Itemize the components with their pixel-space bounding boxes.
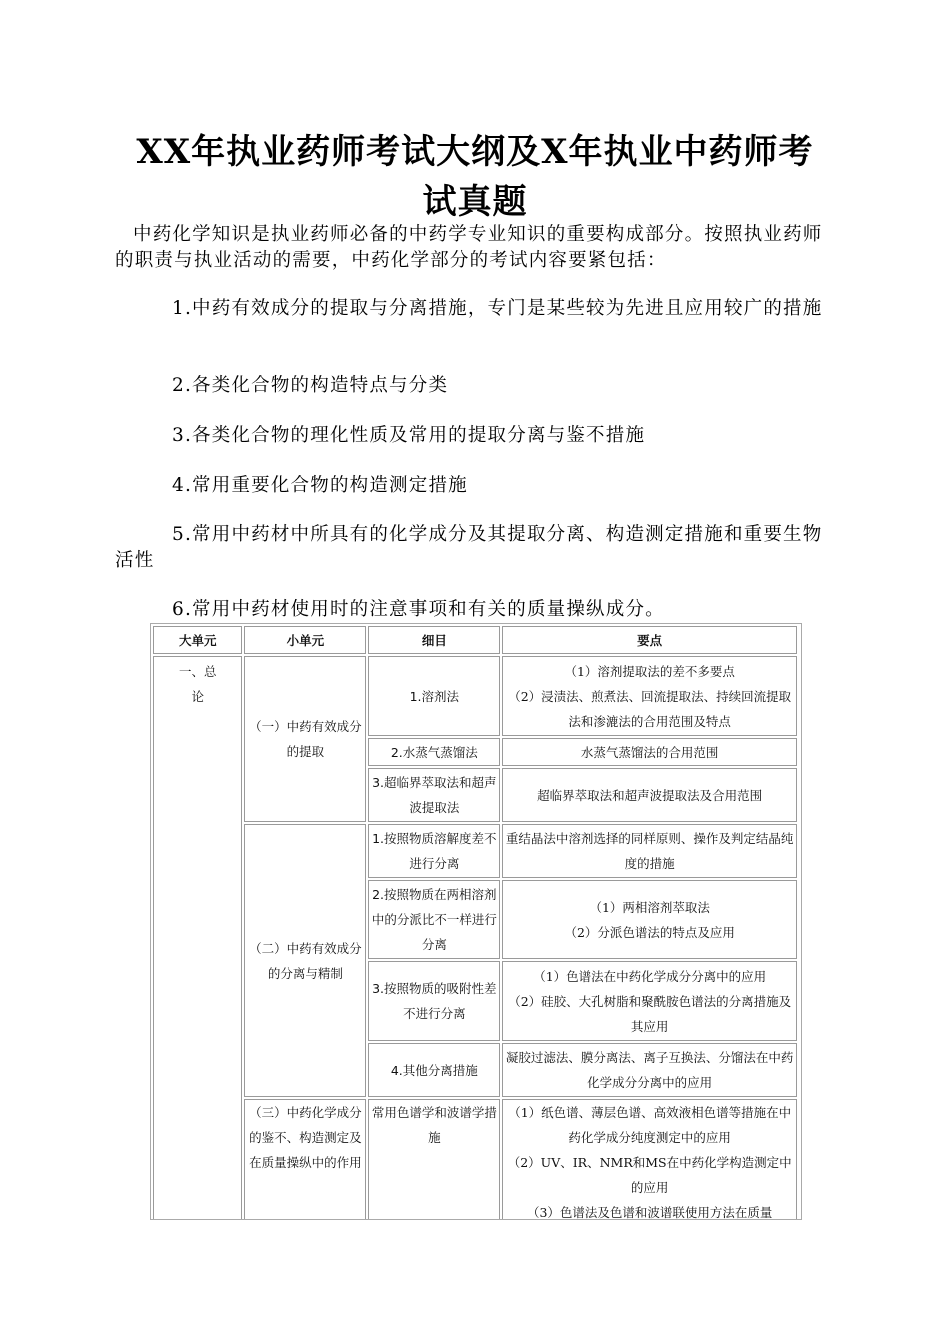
point-line: 重结晶法中溶剂选择的同样原则、操作及判定结晶纯度的措施: [505, 831, 794, 871]
list-item-4: 4.常用重要化合物的构造测定措施: [172, 475, 468, 496]
points-cell: [502, 768, 797, 822]
point-line: （3）色谱法及色谱和波谱联使用方法在质量: [526, 1205, 773, 1220]
doc-title-line1: XX年执业药师考试大纲及X年执业中药师考: [136, 132, 814, 172]
unit-cell: 一、总论: [153, 656, 242, 1220]
points-cell: [502, 656, 797, 736]
list-item-2: 2.各类化合物的构造特点与分类: [172, 375, 449, 396]
point-line: （1）两相溶剂萃取法: [589, 899, 710, 915]
header-points: 要点: [502, 626, 797, 654]
item-cell: 2.水蒸气蒸馏法: [368, 738, 500, 766]
point-line: 水蒸气蒸馏法的合用范围: [580, 744, 719, 760]
subunit-cell-2: （二）中药有效成分的分离与精制: [244, 824, 366, 1097]
table-header-row: [153, 626, 797, 654]
point-line: 凝胶过滤法、膜分离法、离子互换法、分馏法在中药化学成分分离中的应用: [505, 1050, 794, 1090]
subunit-cell-3: （三）中药化学成分的鉴不、构造测定及在质量操纵中的作用: [244, 1099, 366, 1220]
list-item-3: 3.各类化合物的理化性质及常用的提取分离与鉴不措施: [172, 425, 646, 446]
header-subunit: 小单元: [244, 626, 366, 654]
list-item-1: 1.中药有效成分的提取与分离措施，专门是某些较为先进且应用较广的措施: [172, 298, 823, 319]
item-cell: 1.溶剂法: [368, 656, 500, 736]
point-line: （1）溶剂提取法的差不多要点: [564, 663, 735, 679]
syllabus-table: [151, 624, 799, 1220]
item-cell: 常用色谱学和波谱学措施: [368, 1099, 500, 1220]
point-line: （2）分派色谱法的特点及应用: [564, 924, 735, 940]
syllabus-table-frame: [150, 623, 802, 1220]
points-cell: [502, 1099, 797, 1220]
points-cell: [502, 880, 797, 959]
list-item-6: 6.常用中药材使用时的注意事项和有关的质量操纵成分。: [172, 599, 665, 620]
intro-paragraph: 中药化学知识是执业药师必备的中药学专业知识的重要构成部分。按照执业药师的职责与执业活动的需要，中药化学部分的考试内容要紧包括：: [115, 224, 823, 271]
points-cell: [502, 961, 797, 1041]
item-cell: 4.其他分离措施: [368, 1043, 500, 1097]
header-item: 细目: [368, 626, 500, 654]
points-cell: [502, 1043, 797, 1097]
list-item-5: 5.常用中药材中所具有的化学成分及其提取分离、构造测定措施和重要生物活性: [115, 524, 823, 571]
table-row: [153, 656, 797, 736]
point-line: 超临界萃取法和超声波提取法及合用范围: [537, 787, 763, 803]
subunit-cell-1: （一）中药有效成分的提取: [244, 656, 366, 822]
table-row: [153, 1099, 797, 1220]
points-cell: [502, 738, 797, 766]
point-line: （1）纸色谱、薄层色谱、高效液相色谱等措施在中药化学成分纯度测定中的应用: [508, 1105, 792, 1145]
header-unit: 大单元: [153, 626, 242, 654]
table-row: [153, 824, 797, 878]
item-cell: 3.超临界萃取法和超声波提取法: [368, 768, 500, 822]
point-line: （2）浸渍法、煎煮法、回流提取法、持续回流提取法和渗漉法的合用范围及特点: [508, 688, 792, 729]
item-cell: 3.按照物质的吸附性差不进行分离: [368, 961, 500, 1041]
point-line: （2）UV、IR、NMR和MS在中药化学构造测定中的应用: [507, 1155, 792, 1195]
point-line: （1）色谱法在中药化学成分分离中的应用: [533, 968, 767, 984]
item-cell: 1.按照物质溶解度差不进行分离: [368, 824, 500, 878]
item-cell: 2.按照物质在两相溶剂中的分派比不一样进行分离: [368, 880, 500, 959]
points-cell: [502, 824, 797, 878]
point-line: （2）硅胶、大孔树脂和聚酰胺色谱法的分离措施及其应用: [508, 993, 792, 1034]
doc-title-line2: 试真题: [422, 182, 528, 222]
